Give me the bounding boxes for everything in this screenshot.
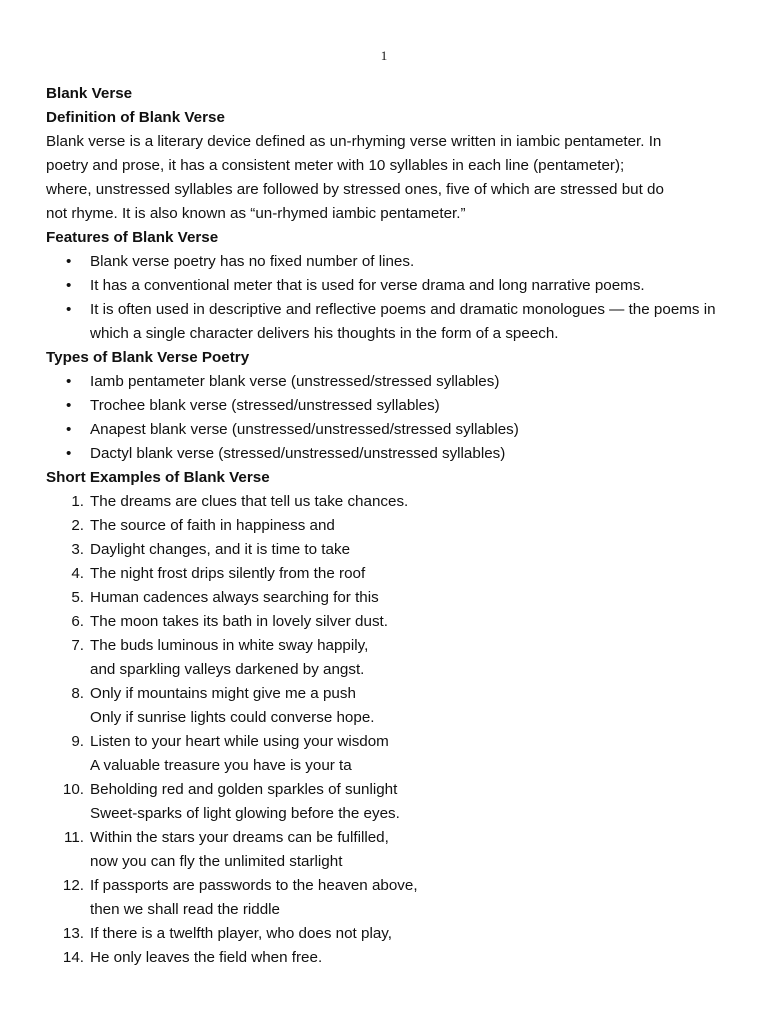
example-number: 2. bbox=[71, 517, 84, 534]
example-number: 10. bbox=[62, 781, 84, 798]
list-item: • Iamb pentameter blank verse (unstressed/stressed syllables) bbox=[46, 370, 736, 394]
example-line: then we shall read the riddle bbox=[90, 901, 280, 918]
example-item bbox=[46, 730, 736, 778]
example-line: Human cadences always searching for this bbox=[90, 589, 379, 606]
example-line: The night frost drips silently from the roof bbox=[90, 565, 366, 582]
types-heading: Types of Blank Verse Poetry bbox=[46, 349, 250, 366]
example-number: 11. bbox=[64, 829, 84, 846]
example-number: 13. bbox=[62, 925, 84, 942]
example-line: Only if mountains might give me a push bbox=[90, 685, 356, 702]
list-item: • It has a conventional meter that is used for verse drama and long narrative poems. bbox=[46, 274, 736, 298]
features-heading: Features of Blank Verse bbox=[46, 229, 219, 246]
example-line: Within the stars your dreams can be fulfilled, bbox=[90, 829, 389, 846]
types-list bbox=[46, 370, 736, 466]
example-number: 5. bbox=[71, 589, 84, 606]
definition-line: Blank verse is a literary device defined as un-rhyming verse written in iambic pentameter. In bbox=[46, 133, 662, 150]
example-item bbox=[46, 778, 736, 826]
example-item bbox=[46, 634, 736, 682]
example-line: Sweet-sparks of light glowing before the eyes. bbox=[90, 805, 400, 822]
example-line: If passports are passwords to the heaven above, bbox=[90, 877, 418, 894]
examples-heading: Short Examples of Blank Verse bbox=[46, 469, 270, 486]
example-line: The dreams are clues that tell us take chances. bbox=[90, 493, 409, 510]
example-line: Daylight changes, and it is time to take bbox=[90, 541, 351, 558]
definition-line: where, unstressed syllables are followed by stressed ones, five of which are stressed but do bbox=[46, 181, 664, 198]
example-line: and sparkling valleys darkened by angst. bbox=[90, 661, 365, 678]
example-line: He only leaves the field when free. bbox=[90, 949, 323, 966]
example-number: 1. bbox=[71, 493, 84, 510]
examples-list bbox=[46, 490, 736, 970]
example-item bbox=[46, 946, 736, 970]
list-item: • Trochee blank verse (stressed/unstressed syllables) bbox=[46, 394, 736, 418]
example-number: 8. bbox=[71, 685, 84, 702]
list-item: • Blank verse poetry has no fixed number of lines. bbox=[46, 250, 736, 274]
example-line: The source of faith in happiness and bbox=[90, 517, 335, 534]
example-item bbox=[46, 490, 736, 514]
example-line: A valuable treasure you have is your ta bbox=[90, 757, 352, 774]
example-item bbox=[46, 514, 736, 538]
example-line: Listen to your heart while using your wisdom bbox=[90, 733, 389, 750]
example-item bbox=[46, 826, 736, 874]
example-item bbox=[46, 610, 736, 634]
example-line: The moon takes its bath in lovely silver dust. bbox=[90, 613, 388, 630]
example-item bbox=[46, 682, 736, 730]
list-item: • It is often used in descriptive and reflective poems and dramatic monologues — the poems in which a single character delivers his thoughts in the form of a speech. bbox=[46, 298, 736, 346]
example-line: If there is a twelfth player, who does not play, bbox=[90, 925, 392, 942]
definition-paragraph bbox=[46, 130, 736, 226]
example-item bbox=[46, 538, 736, 562]
features-list bbox=[46, 250, 736, 346]
definition-line: not rhyme. It is also known as “un-rhymed iambic pentameter.” bbox=[46, 205, 466, 222]
example-number: 7. bbox=[71, 637, 84, 654]
example-item bbox=[46, 922, 736, 946]
example-line: The buds luminous in white sway happily, bbox=[90, 637, 369, 654]
example-number: 9. bbox=[71, 733, 84, 750]
example-number: 4. bbox=[71, 565, 84, 582]
document-body bbox=[46, 82, 736, 970]
example-line: now you can fly the unlimited starlight bbox=[90, 853, 343, 870]
example-line: Only if sunrise lights could converse hope. bbox=[90, 709, 375, 726]
example-number: 6. bbox=[71, 613, 84, 630]
example-number: 12. bbox=[62, 877, 84, 894]
list-item: • Dactyl blank verse (stressed/unstressed/unstressed syllables) bbox=[46, 442, 736, 466]
document-title: Blank Verse bbox=[46, 85, 133, 102]
example-item bbox=[46, 874, 736, 922]
page-number: 1 bbox=[380, 48, 388, 63]
definition-line: poetry and prose, it has a consistent meter with 10 syllables in each line (pentameter); bbox=[46, 157, 625, 174]
example-item bbox=[46, 586, 736, 610]
example-line: Beholding red and golden sparkles of sunlight bbox=[90, 781, 398, 798]
list-item: • Anapest blank verse (unstressed/unstressed/stressed syllables) bbox=[46, 418, 736, 442]
definition-heading: Definition of Blank Verse bbox=[46, 109, 225, 126]
example-item bbox=[46, 562, 736, 586]
example-number: 3. bbox=[71, 541, 84, 558]
example-number: 14. bbox=[62, 949, 84, 966]
